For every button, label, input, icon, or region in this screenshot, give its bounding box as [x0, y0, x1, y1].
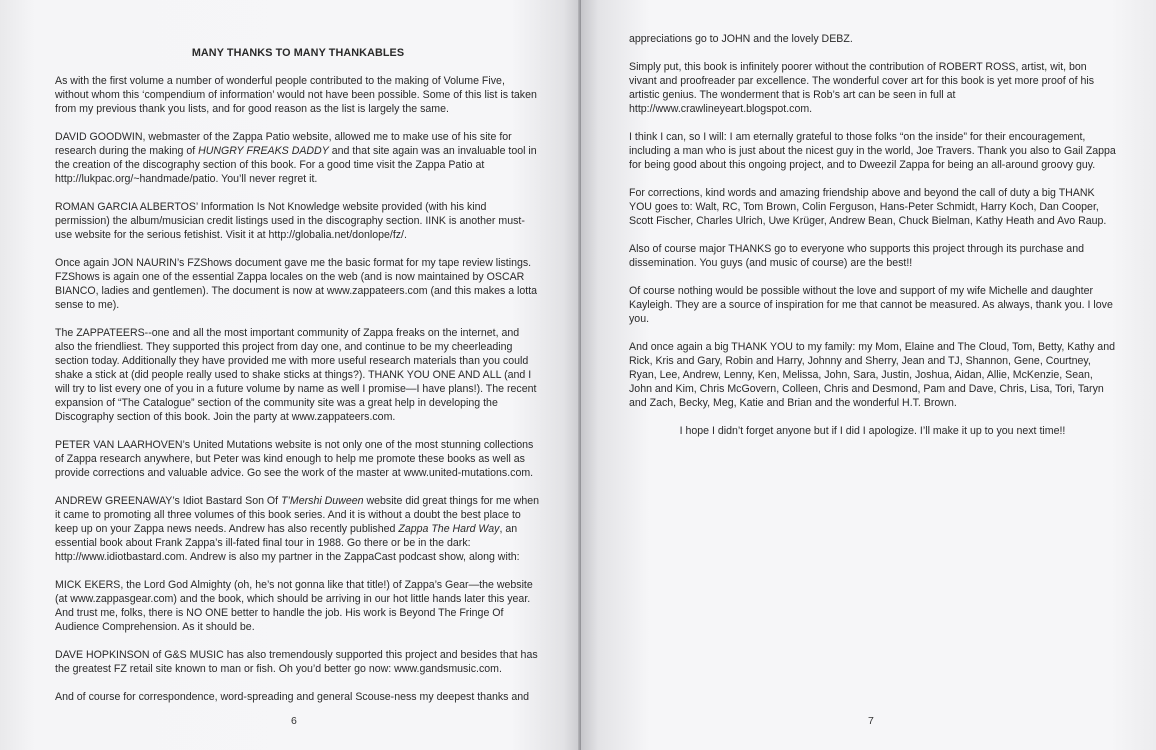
- right-page: [581, 0, 1156, 750]
- page-number-right: 7: [868, 715, 874, 727]
- paragraph-intro: As with the first volume a number of wonderful people contributed to the making of Volume Five, without whom this ‘compendium of information’ would not have been possible. Some of this list is taken from my previous thank you lists, and for good reason as the list is largely the same.: [55, 75, 537, 115]
- paragraph-corrections: For corrections, kind words and amazing friendship above and beyond the call of duty a big THANK YOU goes to: Walt, RC, Tom Brown, Colin Ferguson, Hans-Peter Schmidt, Harry Koch, Dan Cooper, Scott Fischer, Charles Ulrich, Uwe Krüger, Andrew Bean, Chuck Bielman, Kathy Heath and Avo Raup.: [629, 187, 1107, 227]
- paragraph-inside: I think I can, so I will: I am eternally grateful to those folks “on the inside” for their encouragement, including a man who is just about the nicest guy in the world, Joe Travers. Thank you also to Gail Zappa for being good about this ongoing project, and to Dweezil Zappa for being an all-around groovy guy.: [629, 131, 1116, 171]
- paragraph-greenaway: ANDREW GREENAWAY’s Idiot Bastard Son Of T’Mershi Duween website did great things for me when it came to promoting all three volumes of this book series. And it is without a doubt the best place to keep up on your Zappa news needs. Andrew has also recently published Zappa The Hard Way, an essential book about Frank Zappa’s ill-fated final tour in 1988. Go there or be in the dark: http://www.idiotbastard.com. Andrew is also my partner in the ZappaCast podcast show, along with:: [55, 495, 539, 563]
- paragraph-closing: I hope I didn’t forget anyone but if I did I apologize. I’ll make it up to you next time!!: [679, 425, 1066, 437]
- paragraph-zappateers: The ZAPPATEERS--one and all the most important community of Zappa freaks on the internet, and also the friendliest. They supported this project from day one, and continue to be my cheerleading section today. Additionally they have provided me with more useful research materials than you could shake a stick at (did people really used to shake sticks at things?). THANK YOU ONE AND ALL (and I will try to list every one of you in a future volume by name as well I promise—I have plans!). The recent expansion of “The Catalogue” section of the community site was a great help in developing the Discography section of this book. Join the party at www.zappateers.com.: [55, 327, 537, 423]
- paragraph-correspondence: And of course for correspondence, word-spreading and general Scouse-ness my deepest thanks and: [55, 691, 530, 703]
- paragraph-appreciations: appreciations go to JOHN and the lovely DEBZ.: [629, 33, 853, 45]
- paragraph-family: And once again a big THANK YOU to my family: my Mom, Elaine and The Cloud, Tom, Betty, Kathy and Rick, Kris and Gary, Robin and Harry, Johnny and Sherry, Jean and TJ, Shannon, Gene, Courtney, Ryan, Lee, Andrew, Lenny, Ken, Melissa, John, Sara, Justin, Joshua, Aidan, Allie, McKenzie, Sean, John and Kim, Chris McGovern, Colleen, Chris and Desmond, Pam and Dave, Chris, Lisa, Tori, Taryn and Zach, Becky, Meg, Katie and Brian and the wonderful H.T. Brown.: [629, 341, 1115, 409]
- paragraph-albertos: ROMAN GARCIA ALBERTOS’ Information Is Not Knowledge website provided (with his kind permission) the album/musician credit listings used in the discography section. IINK is another must-use website for the serious fetishist. Visit it at http://globalia.net/donlope/fz/.: [55, 201, 525, 241]
- paragraph-goodwin: DAVID GOODWIN, webmaster of the Zappa Patio website, allowed me to make use of his site for research during the making of HUNGRY FREAKS DADDY and that site again was an invaluable tool in the creation of the discography section of this book. For a good time visit the Zappa Patio at http://lukpac.org/~handmade/patio. You’ll never regret it.: [55, 131, 537, 185]
- paragraph-ross: Simply put, this book is infinitely poorer without the contribution of ROBERT ROSS, artist, wit, bon vivant and proofreader par excellence. The wonderful cover art for this book is yet more proof of his artistic genius. The wonderment that is Rob’s art can be seen in full at http://www.crawlineyeart.blogspot.com.: [629, 61, 1094, 115]
- paragraph-supporters: Also of course major THANKS go to everyone who supports this project through its purchase and dissemination. You guys (and music of course) are the best!!: [629, 243, 1084, 269]
- paragraph-laarhoven: PETER VAN LAARHOVEN’s United Mutations website is not only one of the most stunning collections of Zappa research anywhere, but Peter was kind enough to help me promote these books as well as provide corrections and valuable advice. Go see the work of the master at www.united-mutations.com.: [55, 439, 534, 479]
- page-number-left: 6: [291, 715, 297, 727]
- page-title: MANY THANKS TO MANY THANKABLES: [191, 47, 405, 59]
- paragraph-naurin: Once again JON NAURIN’s FZShows document gave me the basic format for my tape review listings. FZShows is again one of the essential Zappa locales on the web (and is now maintained by OSCAR BIANCO, ladies and gentlemen). The document is now at www.zappateers.com (and this makes a lotta sense to me).: [55, 257, 538, 311]
- paragraph-hopkinson: DAVE HOPKINSON of G&S MUSIC has also tremendously supported this project and besides that has the greatest FZ retail site known to man or fish. Oh you’d better go now: www.gandsmusic.com.: [55, 649, 538, 675]
- paragraph-wife: Of course nothing would be possible without the love and support of my wife Michelle and daughter Kayleigh. They are a source of inspiration for me that cannot be measured. As always, thank you. I love you.: [629, 285, 1113, 325]
- paragraph-ekers: MICK EKERS, the Lord God Almighty (oh, he’s not gonna like that title!) of Zappa’s Gear—the website (at www.zappasgear.com) and the book, which should be arriving in our hot little hands later this year. And trust me, folks, there is NO ONE better to handle the job. His work is Beyond The Fringe Of Audience Comprehension. As it should be.: [55, 579, 533, 633]
